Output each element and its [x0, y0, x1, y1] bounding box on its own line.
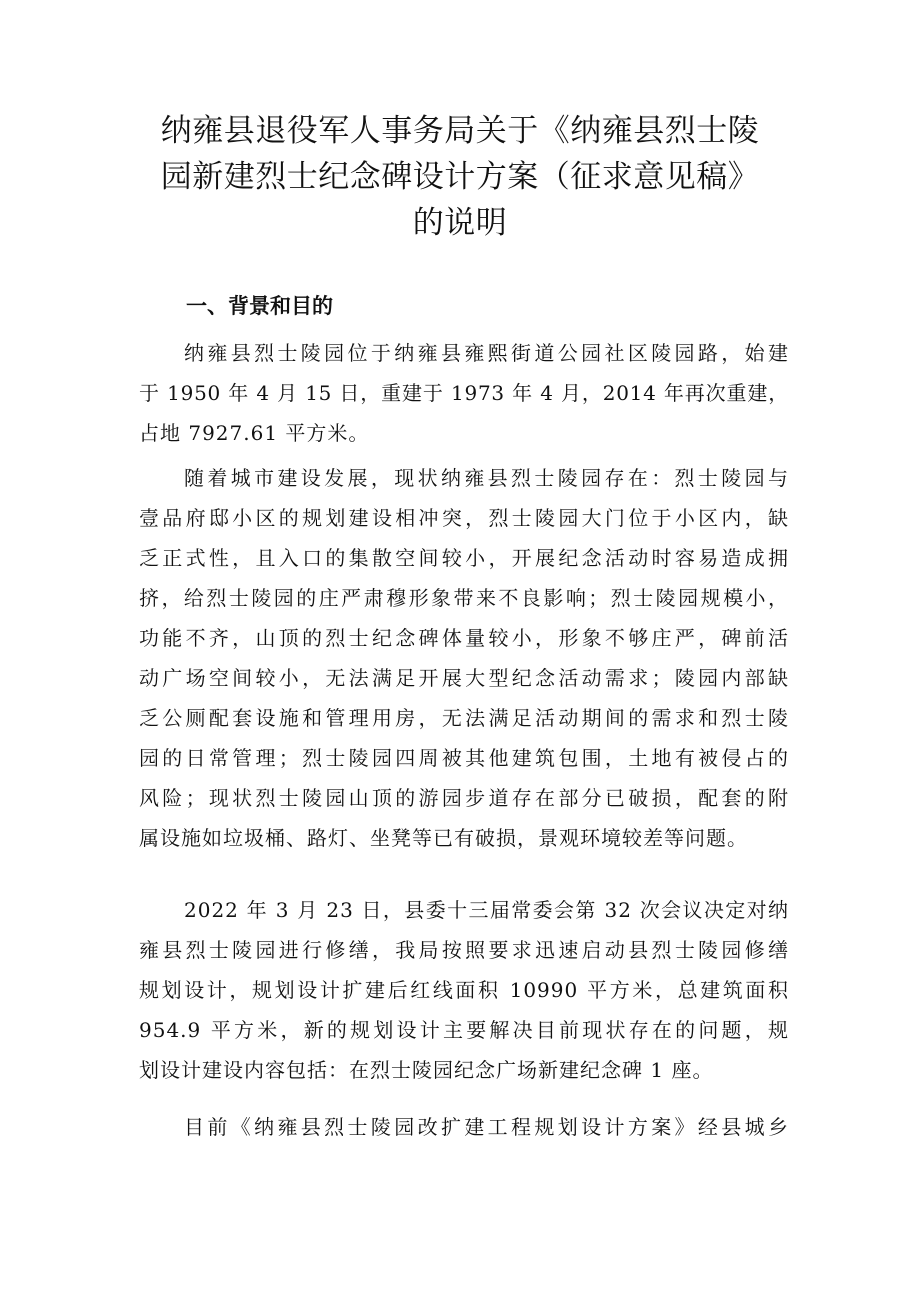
paragraph-line: 属设施如垃圾桶、路灯、坐凳等已有破损，景观环境较差等问题。 — [139, 826, 748, 850]
paragraph-line: 划设计建设内容包括：在烈士陵园纪念广场新建纪念碑 1 座。 — [139, 1058, 714, 1082]
paragraph-line: 园的日常管理；烈士陵园四周被其他建筑包围，土地有被侵占的 — [139, 746, 789, 770]
paragraph-line: 壹品府邸小区的规划建设相冲突，烈士陵园大门位于小区内，缺 — [139, 506, 789, 530]
paragraph-history — [139, 333, 789, 453]
paragraph-line: 雍县烈士陵园进行修缮，我局按照要求迅速启动县烈士陵园修缮 — [139, 938, 789, 962]
paragraph-line: 于 1950 年 4 月 15 日，重建于 1973 年 4 月，2014 年再次重建， — [139, 381, 789, 405]
paragraph-current-status — [139, 1107, 789, 1147]
paragraph-line: 规划设计，规划设计扩建后红线面积 10990 平方米，总建筑面积 — [139, 978, 789, 1002]
paragraph-line: 风险；现状烈士陵园山顶的游园步道存在部分已破损，配套的附 — [139, 786, 789, 810]
paragraph-line: 954.9 平方米，新的规划设计主要解决目前现状存在的问题，规 — [139, 1018, 789, 1042]
paragraph-line: 挤，给烈士陵园的庄严肃穆形象带来不良影响；烈士陵园规模小， — [139, 586, 789, 610]
section-heading: 一、背景和目的 — [186, 294, 333, 318]
paragraph-line: 功能不齐，山顶的烈士纪念碑体量较小，形象不够庄严，碑前活 — [139, 626, 789, 650]
paragraph-decision — [139, 890, 789, 1090]
title-line: 的说明 — [412, 205, 508, 241]
paragraph-line: 随着城市建设发展，现状纳雍县烈士陵园存在：烈士陵园与 — [184, 466, 789, 490]
paragraph-line: 动广场空间较小，无法满足开展大型纪念活动需求；陵园内部缺 — [139, 666, 789, 690]
paragraph-line: 乏公厕配套设施和管理用房，无法满足活动期间的需求和烈士陵 — [139, 706, 789, 730]
paragraph-line: 目前《纳雍县烈士陵园改扩建工程规划设计方案》经县城乡 — [184, 1115, 789, 1139]
paragraph-line: 占地 7927.61 平方米。 — [139, 421, 370, 445]
paragraph-line: 纳雍县烈士陵园位于纳雍县雍熙街道公园社区陵园路，始建 — [184, 341, 789, 365]
paragraph-line: 2022 年 3 月 23 日，县委十三届常委会第 32 次会议决定对纳 — [184, 898, 789, 922]
paragraph-line: 乏正式性，且入口的集散空间较小，开展纪念活动时容易造成拥 — [139, 546, 789, 570]
document-title — [140, 108, 780, 246]
paragraph-problems — [139, 458, 789, 858]
title-line: 园新建烈士纪念碑设计方案（征求意见稿》 — [160, 159, 760, 195]
title-line: 纳雍县退役军人事务局关于《纳雍县烈士陵 — [160, 113, 760, 149]
